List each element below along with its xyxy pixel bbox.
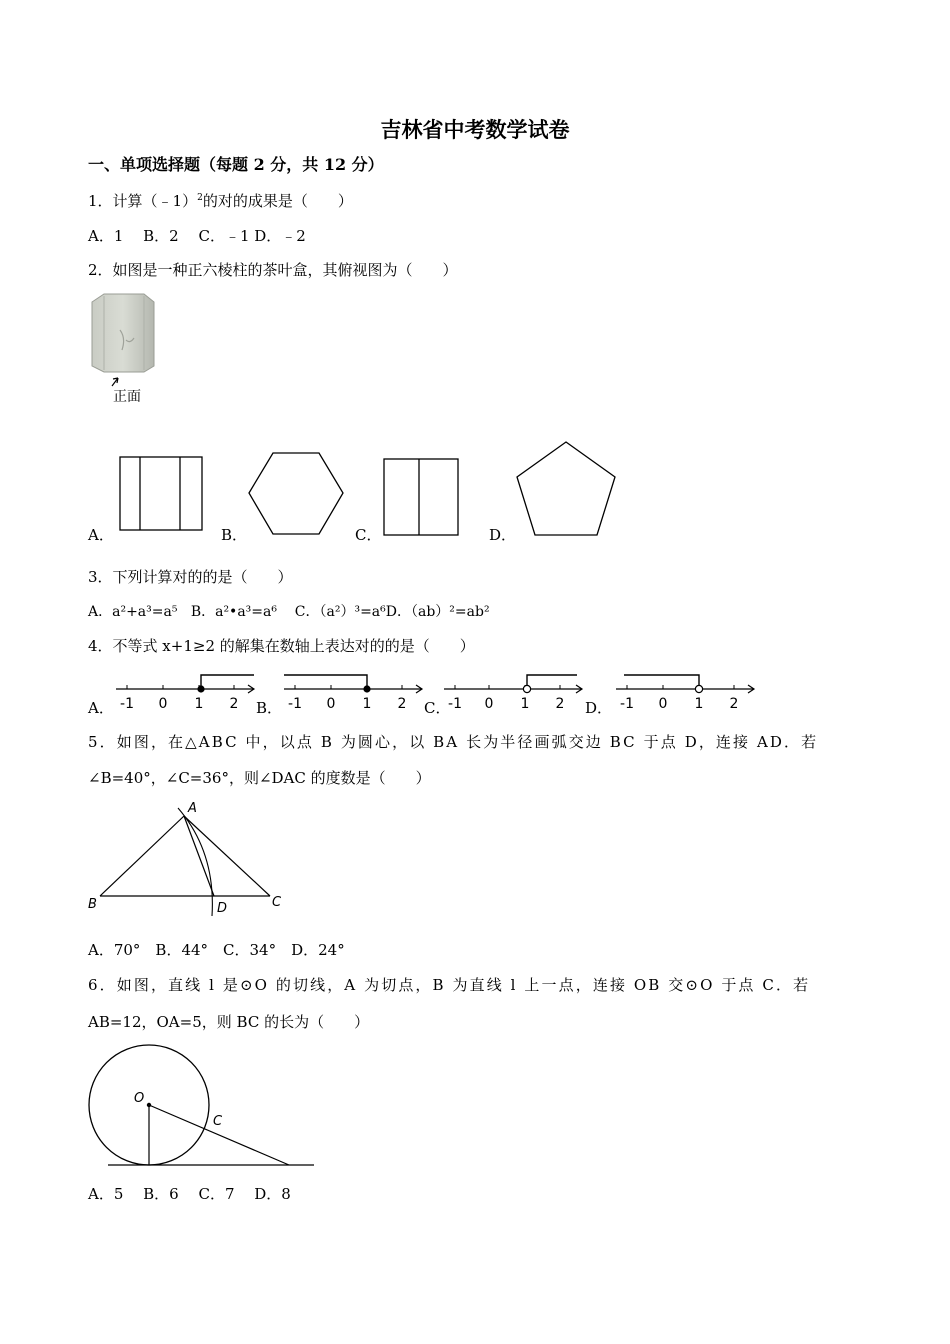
center-label-o: O [134, 1091, 145, 1106]
q2-option-b-label: B． [221, 526, 248, 544]
q2-option-a-label: A． [88, 526, 114, 544]
question-3-stem: 3．下列计算对的的是（ ） [88, 568, 293, 586]
tick-label-neg1: -1 [120, 696, 134, 712]
q2-option-d-label: D． [489, 526, 517, 544]
q6-circle-tangent-figure [84, 1040, 320, 1172]
q4-number-line-b [280, 672, 428, 716]
tick-label-1: 1 [362, 696, 372, 712]
point-label-c: C [213, 1114, 223, 1129]
tick-label-0: 0 [484, 696, 494, 712]
vertex-label-b: B [88, 897, 97, 912]
q3-option-c: C．（a²）³=a⁶ [294, 604, 386, 620]
q2-figure-c-rectangle-two-panels [382, 457, 460, 537]
photo-caption: 正面 [113, 389, 141, 405]
q4-number-line-a [112, 672, 260, 716]
q5-triangle-figure [84, 800, 294, 920]
question-6-stem-line2: AB=12，OA=5，则 BC 的长为（ ） [88, 1013, 370, 1031]
tick-label-0: 0 [326, 696, 336, 712]
q3-option-b: B．a²•a³=a⁶ [190, 604, 277, 620]
tick-label-2: 2 [229, 696, 239, 712]
question-1-stem [88, 190, 353, 211]
q2-figure-b-hexagon [246, 450, 346, 538]
tick-label-1: 1 [520, 696, 530, 712]
q3-option-d: D．（ab）²=ab² [385, 604, 490, 620]
q4-option-b-label: B． [256, 699, 283, 717]
tick-label-1: 1 [194, 696, 204, 712]
tick-label-neg1: -1 [448, 696, 462, 712]
q4-option-d-label: D． [585, 699, 613, 717]
section-heading: 一、单项选择题（每题 2 分，共 12 分） [88, 155, 384, 174]
question-1-options: A．1 B．2 C．﹣1 D．﹣2 [88, 227, 306, 245]
question-2-stem: 2．如图是一种正六棱柱的茶叶盒，其俯视图为（ ） [88, 261, 458, 279]
q4-option-a-label: A． [88, 699, 114, 717]
tick-label-0: 0 [658, 696, 668, 712]
question-4-stem: 4．不等式 x+1≥2 的解集在数轴上表达对的的是（ ） [88, 637, 475, 655]
tick-label-0: 0 [158, 696, 168, 712]
question-5-options: A．70° B．44° C．34° D．24° [88, 941, 345, 959]
q2-figure-a-rectangle-three-panels [118, 455, 204, 533]
q3-option-a: A．a²+a³=a⁵ [88, 604, 178, 620]
question-3-options [88, 601, 490, 621]
q4-number-line-d [612, 672, 760, 716]
question-5-stem-line2: ∠B=40°，∠C=36°，则∠DAC 的度数是（ ） [88, 769, 431, 787]
q1-exponent: 2 [197, 193, 203, 203]
question-6-stem-line1: 6．如图，直线 l 是⊙O 的切线，A 为切点，B 为直线 l 上一点，连接 OB 交⊙O 于点 C．若 [88, 976, 811, 994]
q2-option-c-label: C． [355, 526, 382, 544]
page-title: 吉林省中考数学试卷 [380, 117, 570, 142]
q2-figure-d-pentagon [514, 440, 618, 540]
point-label-d: D [217, 901, 228, 916]
tick-label-2: 2 [397, 696, 407, 712]
vertex-label-a: A [188, 801, 197, 816]
tick-label-2: 2 [555, 696, 565, 712]
question-6-options: A．5 B．6 C．7 D．8 [88, 1185, 291, 1203]
tick-label-1: 1 [694, 696, 704, 712]
q1-stem-part1: 1．计算（﹣1） [88, 192, 198, 210]
tick-label-2: 2 [729, 696, 739, 712]
q1-stem-part2: 的对的成果是（ ） [202, 192, 353, 210]
q4-option-c-label: C． [424, 699, 451, 717]
tick-label-neg1: -1 [620, 696, 634, 712]
q4-number-line-c [440, 672, 588, 716]
tick-label-neg1: -1 [288, 696, 302, 712]
vertex-label-c: C [272, 895, 282, 910]
question-5-stem-line1: 5．如图，在△ABC 中，以点 B 为圆心，以 BA 长为半径画弧交边 BC 于点 D，连接 AD．若 [88, 733, 819, 751]
